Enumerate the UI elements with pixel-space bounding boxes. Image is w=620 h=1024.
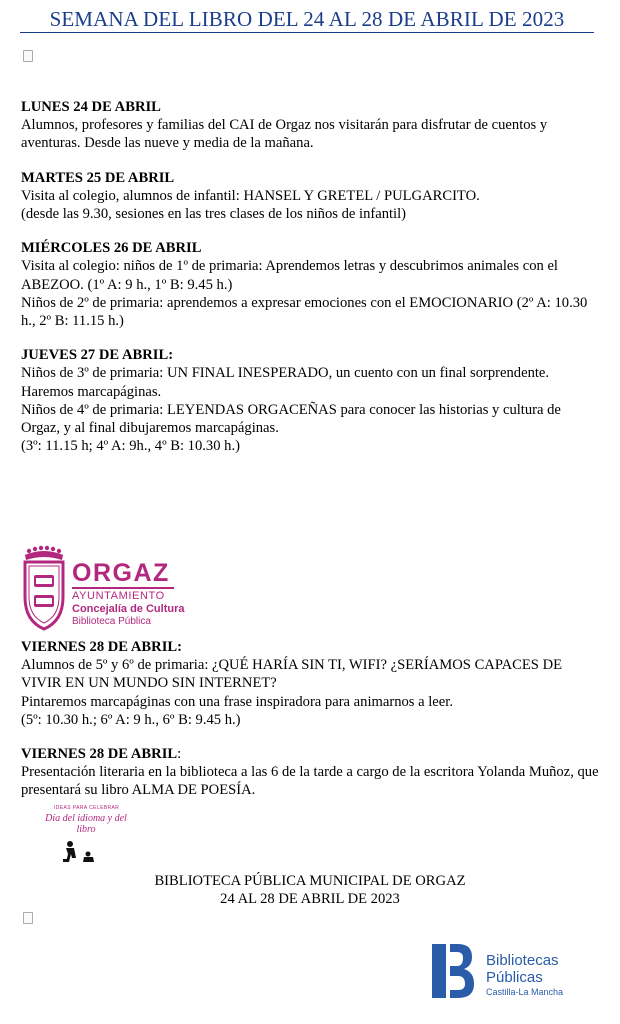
day-heading-suffix: :	[177, 746, 182, 763]
day-text: Niños de 2º de primaria: aprendemos a expresar emociones con el EMOCIONARIO (2º A: 10.30 h., 2º B: 11.15 h.)	[21, 294, 588, 330]
day-heading: JUEVES 27 DE ABRIL:	[21, 347, 174, 364]
day-text: Niños de 3º de primaria: UN FINAL INESPERADO, un cuento con un final sorprendente. Haremos marcapáginas.	[21, 365, 550, 400]
orgaz-logo-concejalia: Concejalía de Cultura	[72, 603, 185, 615]
dia-logo-script-text: Día del idioma y del libro	[45, 813, 127, 835]
day-text: Niños de 4º de primaria: LEYENDAS ORGACEÑAS para conocer las historias y cultura de Orgaz, y al final dibujaremos marcapáginas.	[21, 401, 561, 437]
schedule-part-1	[21, 98, 596, 471]
day-text: Visita al colegio: niños de 1º de primaria: Aprendemos letras y descubrimos animales con el ABEZOO. (1º A: 9 h., 1º B: 9.45 h.)	[21, 258, 558, 293]
broken-image-icon	[23, 912, 33, 924]
day-block-friday-evening	[21, 745, 601, 800]
day-text: Alumnos, profesores y familias del CAI de Orgaz nos visitarán para disfrutar de cuentos y aventuras. Desde las nueve y media de la mañana.	[21, 117, 548, 152]
day-text: Visita al colegio, alumnos de infantil: HANSEL Y GRETEL / PULGARCITO.	[21, 187, 480, 204]
bibcm-logo-line-3: Castilla-La Mancha	[486, 987, 564, 997]
footer	[100, 872, 520, 908]
day-text: Pintaremos marcapáginas con una frase inspiradora para animarnos a leer.	[21, 693, 453, 710]
day-heading: MARTES 25 DE ABRIL	[21, 169, 175, 186]
footer-line-2: 24 AL 28 DE ABRIL DE 2023	[220, 891, 400, 908]
title-underline	[20, 32, 594, 33]
broken-image-icon	[23, 50, 33, 62]
schedule-part-2	[21, 638, 601, 816]
bibcm-logo-text	[486, 952, 563, 999]
day-heading: LUNES 24 DE ABRIL	[21, 99, 161, 115]
day-block-monday	[21, 98, 596, 153]
b-letter-icon	[428, 940, 476, 1002]
orgaz-logo-text	[72, 561, 184, 628]
orgaz-logo-biblioteca: Biblioteca Pública	[72, 616, 151, 627]
reading-figures-icon	[60, 840, 100, 864]
orgaz-logo-divider	[72, 587, 174, 589]
bibcm-logo-line-2: Públicas	[486, 969, 543, 986]
day-block-wednesday	[21, 239, 596, 330]
day-text: Alumnos de 5º y 6º de primaria: ¿QUÉ HARÍA SIN TI, WIFI? ¿SERÍAMOS CAPACES DE VIVIR EN UN MUNDO SIN INTERNET?	[21, 657, 563, 692]
day-block-tuesday	[21, 169, 596, 224]
day-block-friday-morning	[21, 638, 601, 729]
footer-line-1: BIBLIOTECA PÚBLICA MUNICIPAL DE ORGAZ	[154, 873, 466, 889]
dia-logo-small-text: IDEAS PARA CELEBRAR	[54, 805, 120, 811]
orgaz-logo-ayuntamiento: AYUNTAMIENTO	[72, 590, 165, 602]
bibcm-logo-line-1: Bibliotecas	[486, 952, 559, 969]
day-text: (5º: 10.30 h.; 6º A: 9 h., 6º B: 9.45 h.)	[21, 711, 241, 728]
page-title: SEMANA DEL LIBRO DEL 24 AL 28 DE ABRIL DE 2023	[49, 7, 565, 31]
day-heading: VIERNES 28 DE ABRIL	[21, 746, 178, 763]
orgaz-logo-name: ORGAZ	[72, 559, 170, 587]
day-text: (desde las 9.30, sesiones en las tres clases de los niños de infantil)	[21, 206, 407, 223]
day-text: (3º: 11.15 h; 4º A: 9h., 4º B: 10.30 h.)	[21, 438, 240, 455]
day-heading: MIÉRCOLES 26 DE ABRIL	[21, 240, 202, 257]
day-heading: VIERNES 28 DE ABRIL:	[21, 639, 182, 655]
day-text: Presentación literaria en la biblioteca a las 6 de la tarde a cargo de la escritora Yolanda Muñoz, que presentará su libro ALMA DE POESÍA.	[21, 764, 599, 799]
day-block-thursday	[21, 346, 596, 455]
